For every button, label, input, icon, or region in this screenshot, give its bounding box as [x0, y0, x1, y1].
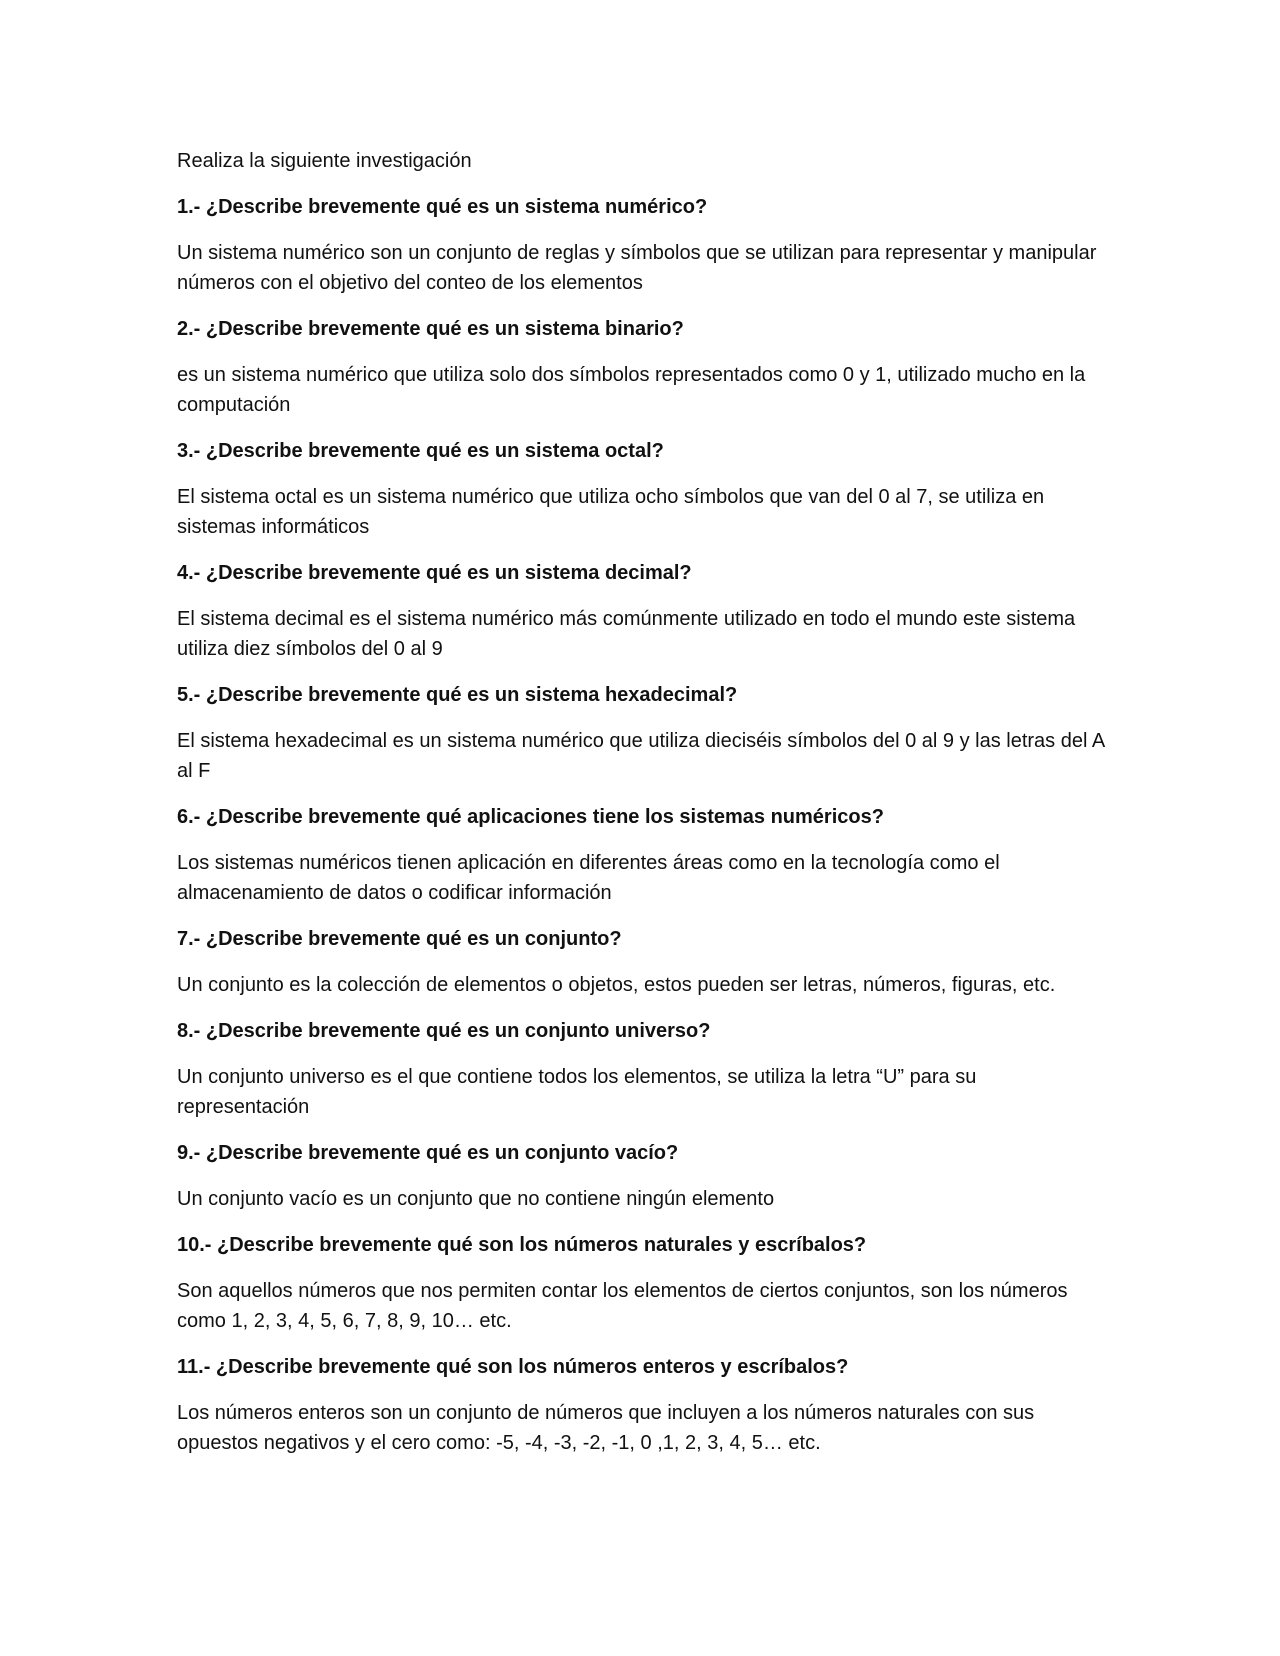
question-4: 4.- ¿Describe brevemente qué es un sistema decimal?	[177, 562, 692, 584]
question-7: 7.- ¿Describe brevemente qué es un conjunto?	[177, 928, 622, 950]
qa-item-6	[177, 802, 1107, 908]
question-10: 10.- ¿Describe brevemente qué son los números naturales y escríbalos?	[177, 1234, 867, 1256]
question-1: 1.- ¿Describe brevemente qué es un sistema numérico?	[177, 196, 708, 218]
qa-item-4	[177, 558, 1107, 664]
question-2: 2.- ¿Describe brevemente qué es un sistema binario?	[177, 318, 684, 340]
intro-text: Realiza la siguiente investigación	[177, 150, 472, 172]
qa-item-10	[177, 1230, 1107, 1336]
question-5: 5.- ¿Describe brevemente qué es un sistema hexadecimal?	[177, 684, 738, 706]
qa-item-3	[177, 436, 1107, 542]
answer-5: El sistema hexadecimal es un sistema numérico que utiliza dieciséis símbolos del 0 al 9 y las letras del A al F	[177, 730, 1105, 782]
qa-item-8	[177, 1016, 1107, 1122]
answer-9: Un conjunto vacío es un conjunto que no contiene ningún elemento	[177, 1188, 775, 1210]
qa-item-7	[177, 924, 1107, 1000]
qa-item-1	[177, 192, 1107, 298]
question-9: 9.- ¿Describe brevemente qué es un conjunto vacío?	[177, 1142, 679, 1164]
question-3: 3.- ¿Describe brevemente qué es un sistema octal?	[177, 440, 664, 462]
question-8: 8.- ¿Describe brevemente qué es un conjunto universo?	[177, 1020, 711, 1042]
answer-6: Los sistemas numéricos tienen aplicación en diferentes áreas como en la tecnología como el almacenamiento de datos o codificar información	[177, 852, 1000, 904]
answer-11: Los números enteros son un conjunto de números que incluyen a los números naturales con sus opuestos negativos y el cero como: -5, -4, -3, -2, -1, 0 ,1, 2, 3, 4, 5… etc.	[177, 1402, 1035, 1454]
qa-item-11	[177, 1352, 1107, 1458]
answer-8: Un conjunto universo es el que contiene todos los elementos, se utiliza la letra “U” para su representación	[177, 1066, 977, 1118]
answer-2: es un sistema numérico que utiliza solo dos símbolos representados como 0 y 1, utilizado mucho en la computación	[177, 364, 1086, 416]
document-body	[177, 146, 1107, 1474]
question-11: 11.- ¿Describe brevemente qué son los números enteros y escríbalos?	[177, 1356, 849, 1378]
answer-3: El sistema octal es un sistema numérico que utiliza ocho símbolos que van del 0 al 7, se utiliza en sistemas informáticos	[177, 486, 1045, 538]
qa-item-9	[177, 1138, 1107, 1214]
answer-1: Un sistema numérico son un conjunto de reglas y símbolos que se utilizan para representar y manipular números con el objetivo del conteo de los elementos	[177, 242, 1097, 294]
answer-10: Son aquellos números que nos permiten contar los elementos de ciertos conjuntos, son los números como 1, 2, 3, 4, 5, 6, 7, 8, 9, 10… etc.	[177, 1280, 1068, 1332]
qa-item-5	[177, 680, 1107, 786]
answer-7: Un conjunto es la colección de elementos o objetos, estos pueden ser letras, números, figuras, etc.	[177, 974, 1056, 996]
question-6: 6.- ¿Describe brevemente qué aplicaciones tiene los sistemas numéricos?	[177, 806, 884, 828]
answer-4: El sistema decimal es el sistema numérico más comúnmente utilizado en todo el mundo este sistema utiliza diez símbolos del 0 al 9	[177, 608, 1076, 660]
qa-item-2	[177, 314, 1107, 420]
